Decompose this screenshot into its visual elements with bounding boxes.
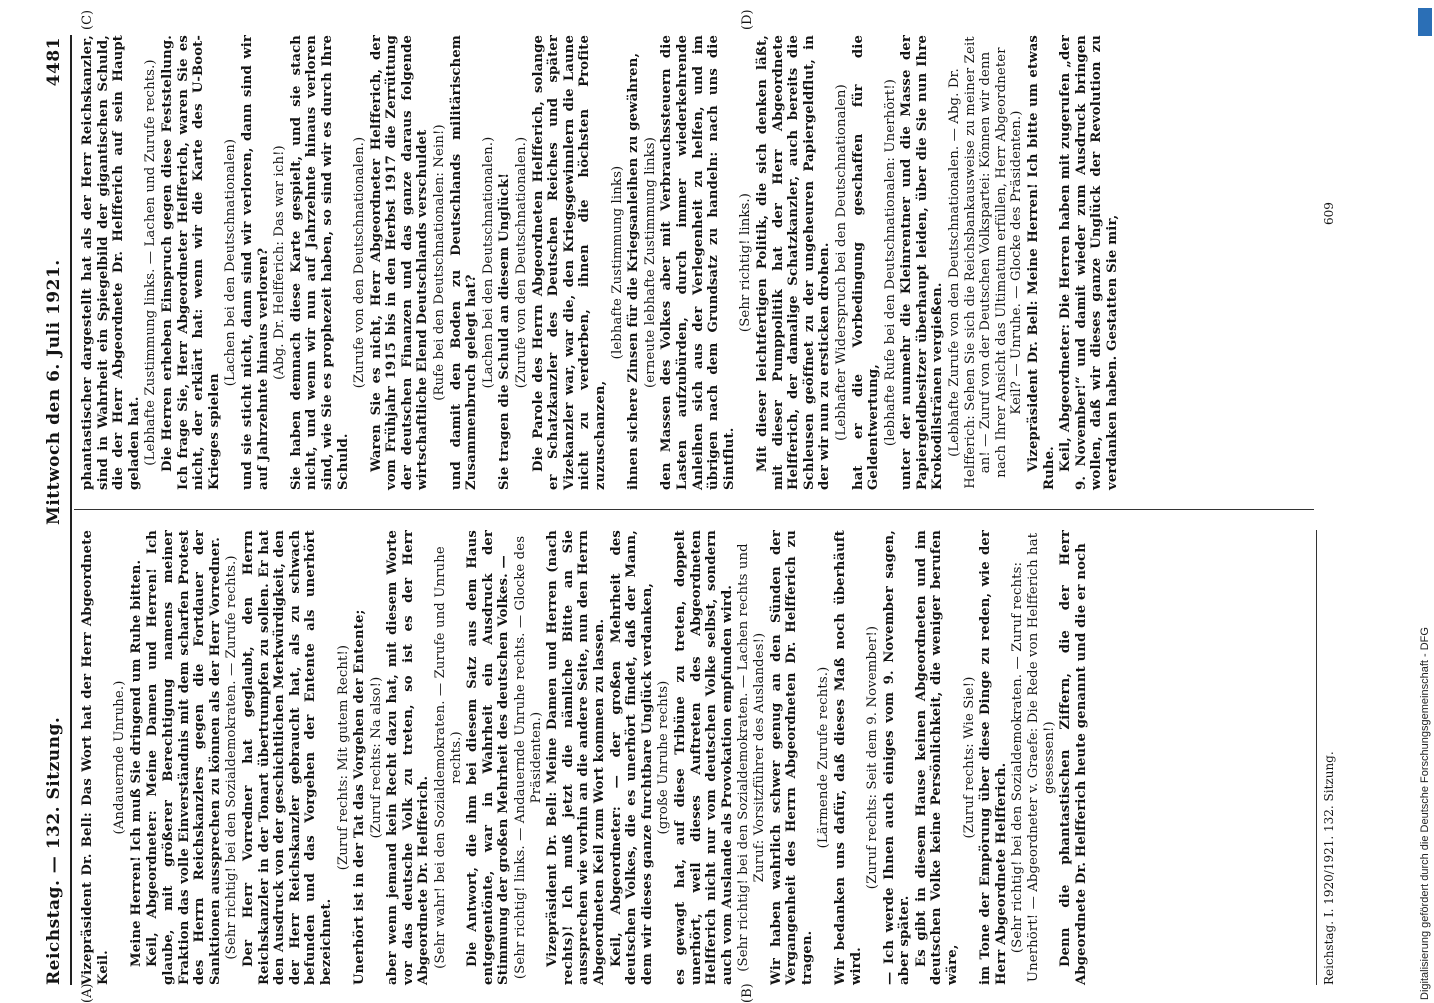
interjection: (Lachen bei den Deutschnationalen) [223, 138, 239, 387]
speech-paragraph: Vizepräsident Dr. Bell: Meine Damen und Herren (nach rechts)! Ich muß jetzt die nämliche Bitte an Sie aussprechen wie vorhin an die andere Seite, nun den Herrn Abgeordneten Keil zum Wort kommen zu lassen. [545, 530, 607, 985]
left-column [80, 530, 1090, 985]
interjection: (Sehr richtig! bei den Sozialdemokraten. — Zurufe rechts.) [224, 555, 240, 960]
interjection: (Lebhafter Widerspruch bei den Deutschnationalen) [833, 84, 849, 441]
interjection: (lebhafte Rufe bei den Deutschnationalen: Unerhört!) [882, 78, 898, 447]
interjection: (Sehr richtig! links. — Andauernde Unruhe rechts. — Glocke des Präsidenten.) [513, 535, 544, 980]
interjection: (Zuruf rechts: Mit gutem Recht!) [335, 644, 351, 871]
speech-paragraph: Meine Herren! Ich muß Sie dringend um Ruhe bitten. [128, 559, 144, 967]
speech-paragraph: Keil, Abgeordneter: Die Herren haben mit zugerufen „der 9. November!“ und damit wieder zum Ausdruck bringen wollen, daß wir dieses ganze Unglück der Revolution zu verdanken haben. Gestatten Sie mir, [1058, 35, 1120, 490]
speech-paragraph: Der Herr Vorredner hat geglaubt, den Herrn Reichskanzler in der Tonart übertrumpfen zu sollen. Er hat den Ausdruck von der geschichtlichen Merkwürdigkeit, den der Herr Reichskanzler gebraucht hat, als zu schwach befunden und das Vorgehen der Entente als unerhört bezeichnet. [240, 530, 334, 985]
interjection: (Sehr richtig! bei den Sozialdemokraten. — Lachen rechts und Zuruf: Vorsitzführer des Auslandes!) [736, 543, 767, 972]
speech-paragraph: Waren Sie es nicht, Herr Abgeordneter Helfferich, der vom Frühjahr 1915 bis in den Herbst 1917 die Zerrüttung der deutschen Finanzen und das ganze daraus folgende wirtschaftliche Elend Deutschlands verschuldet [368, 35, 431, 490]
speech-paragraph: Sie tragen die Schuld an diesem Unglück! [497, 172, 513, 490]
speech-paragraph: — Ich werde Ihnen auch einiges vom 9. November sagen, aber später. [881, 530, 913, 985]
speech-paragraph: unter der nunmehr die Kleinrentner und die Masse der Papiergeldbesitzer überhaupt leiden, über die Sie nun Ihre Krokodilstränen vergießen. [899, 35, 946, 490]
speech-paragraph: und sie sticht nicht, dann sind wir verloren, dann sind wir auf Jahrzehnte hinaus verloren? [239, 35, 271, 490]
speech-paragraph: Die Herren erheben Einspruch gegen diese Feststellung. Ich frage Sie, Herr Abgeordneter Helfferich, waren Sie es nicht, der erklärt hat: wenn wir die Karte des U-Boot-Krieges spielen [159, 35, 222, 490]
interjection: (Lachen bei den Deutschnationalen.) [480, 136, 496, 389]
interjection: (große Unruhe rechts) [656, 680, 672, 835]
speech-paragraph: Denn die phantastischen Ziffern, die der Herr Abgeordnete Dr. Helfferich heute genannt und die er noch [1058, 530, 1089, 985]
speech-paragraph: Keil, Abgeordneter: Meine Damen und Herren! Ich glaube, mit größerer Berechtigung namens meiner Fraktion das volle Einverständnis mit dem scharfen Protest des Herrn Reichskanzlers gegen die Fortdauer der Sanktionen aussprechen zu können als der Herr Vorredner. [145, 530, 223, 985]
speech-paragraph: Keil, Abgeordneter: — der großen Mehrheit des deutschen Volkes, die es unerhört findet, daß der Mann, dem wir dieses ganze furchtbare Unglück verdanken, [608, 530, 655, 985]
rotated-page-content [40, 9, 1400, 1003]
header-rule [70, 35, 72, 985]
margin-marker-b: (B) [740, 983, 755, 1003]
speech-paragraph: Wir bedanken uns dafür, daß dieses Maß noch überhäuft wird. [832, 530, 864, 985]
margin-marker-c: (C) [80, 9, 95, 30]
speech-paragraph: Die Antwort, die ihm bei diesem Satz aus dem Haus entgegentönte, war in Wahrheit ein Ausdruck der Stimmung der großen Mehrheit des deutschen Volkes. — [465, 530, 512, 985]
dfg-logo [1418, 8, 1432, 36]
header-date: Mittwoch den 6. Juli 1921. [44, 259, 64, 525]
speech-paragraph: Vizepräsident Dr. Bell: Meine Herren! Ich bitte um etwas Ruhe. [1026, 35, 1057, 490]
interjection: (Lärmende Zurufe rechts.) [816, 666, 832, 849]
speech-paragraph: Unerhört ist in der Tat das Vorgehen der Entente; [352, 609, 368, 985]
column-divider [74, 509, 1314, 510]
interjection: (Sehr richtig! bei den Sozialdemokraten. — Zuruf rechts: Unerhört! — Abgeordneter v. Graefe: Die Rede von Helfferich hat gesessen!) [1010, 532, 1057, 983]
speech-paragraph: hat er die Vorbedingung geschaffen für die Geldentwertung, [850, 35, 882, 490]
right-column [80, 35, 1122, 490]
speech-paragraph: phantastischer dargestellt hat als der Herr Reichskanzler, sind in Wahrheit ein Spiegelbild der gigantischen Schuld, die der Herr Abgeordnete Dr. Helfferich auf sein Haupt geladen hat. [80, 35, 142, 490]
speech-paragraph: Die Parole des Herrn Abgeordneten Helfferich, solange er Schatzkanzler des Deutschen Reiches und später Vizekanzler war, war die, den Kriegsgewinnlern die Laune nicht zu verderben, ihnen die höchsten Profite zuzuschanzen, [530, 35, 608, 490]
header-left: Reichstag. — 132. Sitzung. [44, 716, 64, 985]
interjection: (Abg. Dr. Helfferich: Das war ich!) [272, 145, 288, 380]
margin-marker-d: (D) [740, 9, 755, 30]
speech-paragraph: Mit dieser leichtfertigen Politik, die sich denken läßt, mit dieser Pumppolitik hat der Herr Abgeordnete Helfferich, der damalige Schatzkanzler, auch bereits die Schleusen geöffnet zu der ungeheuren Papiergeldflut, in der wir nun zu ersticken drohen. [754, 35, 833, 490]
interjection: (Rufe bei den Deutschnationalen: Nein!) [432, 124, 448, 401]
interjection: (Andauernde Unruhe.) [112, 680, 128, 835]
interjection: (Zurufe von den Deutschnationalen.) [352, 136, 368, 389]
footer-rule [1316, 530, 1317, 985]
interjection: (Zuruf rechts: Wie Sie!) [961, 676, 977, 839]
speech-paragraph: im Tone der Empörung über diese Dinge zu reden, wie der Herr Abgeordnete Helfferich. [978, 530, 1009, 985]
speech-paragraph: Sie haben demnach diese Karte gespielt, und sie stach nicht, und wenn wir nun auf Jahrzehnte hinaus verloren sind, wie Sie es prophezeit haben, so sind wir es durch Ihre Schuld. [288, 35, 351, 490]
page-number: 4481 [44, 37, 64, 87]
interjection: (Sehr wahr! bei den Sozialdemokraten. — Zurufe und Unruhe rechts.) [433, 546, 464, 969]
speech-paragraph: Vizepräsident Dr. Bell: Das Wort hat der Herr Abgeordnete Keil. [80, 530, 111, 985]
page-header [40, 35, 66, 985]
speech-paragraph: und damit den Boden zu Deutschlands militärischem Zusammenbruch gelegt hat? [448, 35, 480, 490]
interjection: (Zuruf rechts: Seit dem 9. November!) [865, 625, 881, 890]
interjection: (Lebhafte Zurufe von den Deutschnationalen. — Abg. Dr. Helfferich: Sehen Sie sich die Reichsbankausweise zu meiner Zeit an! — Zuruf von der Deutschen Volkspartei: Können wir denn nach Ihrer Ansicht das Ultimatum erfüllen, Herr Abgeordneter Keil? — Unruhe. — Glocke des Präsidenten.) [947, 36, 1025, 489]
footer-text: Reichstag. I. 1920/1921. 132. Sitzung. [1322, 751, 1336, 985]
interjection: (Sehr richtig! links.) [738, 192, 754, 333]
speech-paragraph: ihnen sichere Zinsen für die Kriegsanleihen zu gewähren, [626, 52, 642, 490]
signature-number: 609 [1322, 202, 1336, 225]
interjection: (Zurufe von den Deutschnationalen.) [514, 136, 530, 389]
digitization-credit: Digitalisierung gefördert durch die Deutsche Forschungsgemeinschaft - DFG [1419, 627, 1431, 1000]
speech-paragraph: aber wenn jemand kein Recht dazu hat, mit diesem Worte vor das deutsche Volk zu treten, so ist es der Herr Abgeordnete Dr. Helfferich. [385, 530, 432, 985]
speech-paragraph: Wir haben wahrlich schwer genug an den Sünden der Vergangenheit des Herrn Abgeordneten Dr. Helfferich zu tragen. [768, 530, 815, 985]
speech-paragraph: den Massen des Volkes aber mit Verbrauchssteuern die Lasten aufzubürden, durch immer wiederkehrende Anleihen sich aus der Verlegenheit zu helfen, und im übrigen nach dem Grundsatz zu handeln: nach uns die Sintflut. [659, 35, 737, 490]
interjection: (lebhafte Zustimmung links) [609, 165, 625, 360]
interjection: (Lebhafte Zustimmung links. — Lachen und Zurufe rechts.) [143, 59, 159, 466]
speech-paragraph: Es gibt in diesem Hause keinen Abgeordneten und im deutschen Volke keine Persönlichkeit, die weniger berufen wäre, [913, 530, 961, 985]
speech-paragraph: es gewagt hat, auf diese Tribüne zu treten, doppelt unerhört, weil dieses Auftreten des Abgeordneten Helfferich nicht nur vom deutschen Volke selbst, sondern auch vom Auslande als Provokation empfunden wird. [672, 530, 735, 985]
interjection: (erneute lebhafte Zustimmung links) [642, 137, 658, 388]
interjection: (Zuruf rechts: Na also!) [368, 676, 384, 839]
margin-marker-a: (A) [80, 983, 95, 1003]
